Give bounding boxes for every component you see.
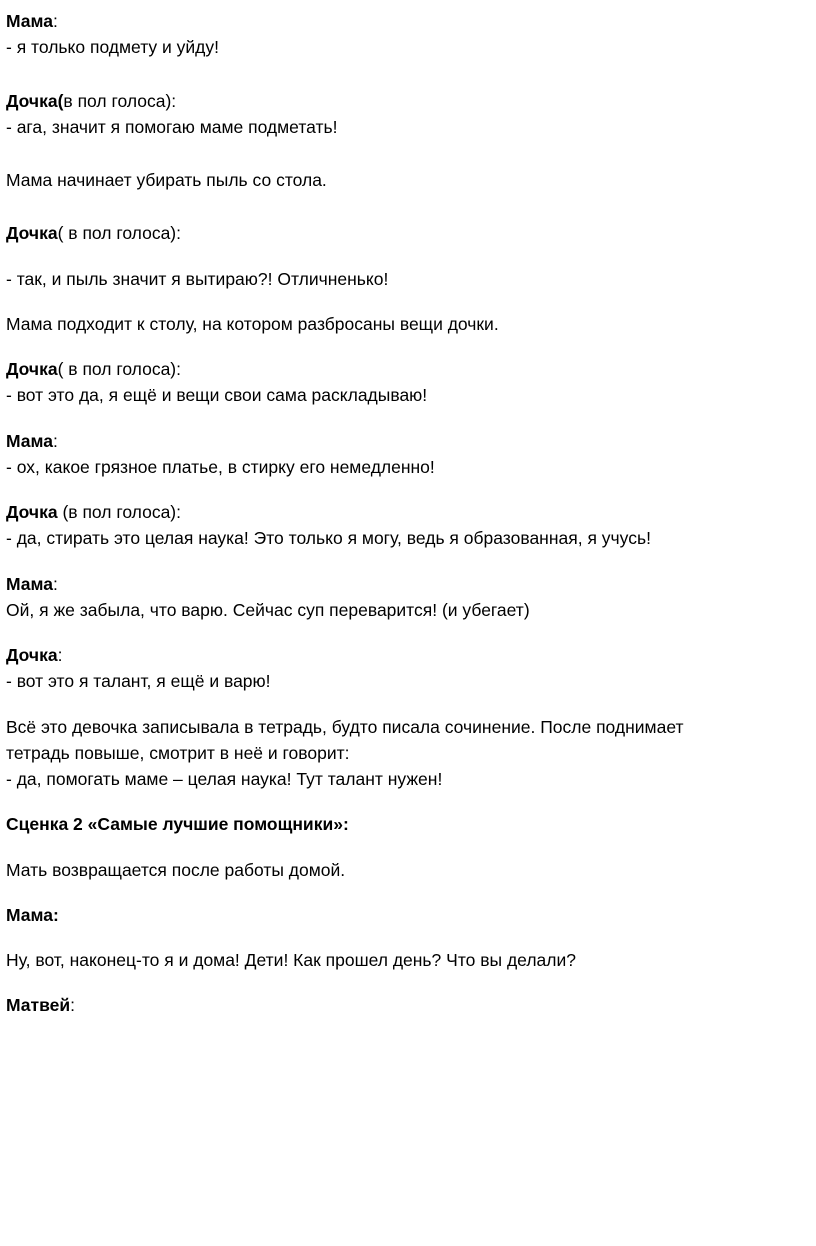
paragraph-gap xyxy=(6,337,738,356)
scene-title: Сценка 2 «Самые лучшие помощники»: xyxy=(6,814,349,835)
speaker-name: Дочка xyxy=(6,359,58,379)
speaker-name: Мама: xyxy=(6,904,59,925)
speaker-suffix: : xyxy=(52,11,58,31)
script-line xyxy=(6,428,738,454)
script-line xyxy=(6,499,738,525)
line-text: - так, и пыль значит я вытираю?! Отличненько! xyxy=(6,268,389,289)
script-line xyxy=(6,642,738,668)
line-text: - ох, какое грязное платье, в стирку его немедленно! xyxy=(6,456,435,477)
script-line xyxy=(6,311,738,337)
speaker-name: Матвей xyxy=(6,995,71,1016)
speaker-name: Дочка xyxy=(6,223,58,244)
script-line xyxy=(6,992,738,1018)
speaker-name: Дочка xyxy=(6,502,58,522)
paragraph-gap xyxy=(6,292,738,311)
script-line xyxy=(6,714,738,767)
speaker-suffix: : xyxy=(52,573,58,594)
script-line xyxy=(6,114,738,140)
speaker-suffix: : xyxy=(52,430,58,451)
paragraph-gap xyxy=(6,409,738,428)
line-text: - вот это я талант, я ещё и варю! xyxy=(6,671,271,692)
line-text: - да, стирать это целая наука! Это только я могу, ведь я образованная, я учусь! xyxy=(6,528,651,549)
speaker-name: Мама xyxy=(6,11,53,31)
line-text: - ага, значит я помогаю маме подметать! xyxy=(6,116,338,137)
paragraph-gap xyxy=(6,792,738,811)
paragraph-gap xyxy=(6,623,738,642)
script-line xyxy=(6,88,738,114)
script-line xyxy=(6,167,738,193)
paragraph-gap xyxy=(6,480,738,499)
script-line xyxy=(6,34,738,60)
paragraph-gap xyxy=(6,695,738,714)
paragraph-gap xyxy=(6,61,738,88)
script-line xyxy=(6,266,738,292)
script-line xyxy=(6,597,738,623)
line-text: Мама начинает убирать пыль со стола. xyxy=(6,170,327,190)
speaker-suffix: : xyxy=(57,645,63,665)
speaker-suffix: : xyxy=(70,995,75,1016)
script-line xyxy=(6,857,738,883)
paragraph-gap xyxy=(6,247,738,266)
script-line xyxy=(6,766,738,792)
paragraph-gap xyxy=(6,140,738,167)
script-line xyxy=(6,454,738,480)
script-line xyxy=(6,382,738,408)
line-text: - да, помогать маме – целая наука! Тут талант нужен! xyxy=(6,769,443,789)
paragraph-gap xyxy=(6,552,738,571)
line-text: - вот это да, я ещё и вещи свои сама раскладываю! xyxy=(6,385,428,406)
line-text: Ну, вот, наконец-то я и дома! Дети! Как прошел день? Что вы делали? xyxy=(6,950,576,970)
script-line xyxy=(6,947,738,973)
paragraph-gap xyxy=(6,883,738,902)
speaker-name: Дочка( xyxy=(6,90,64,111)
line-text: Всё это девочка записывала в тетрадь, будто писала сочинение. После поднимает тетрадь повыше, смотрит в неё и говорит: xyxy=(6,716,684,763)
speaker-suffix: ( в пол голоса): xyxy=(57,359,181,379)
scene-heading xyxy=(6,811,738,837)
line-text: Ой, я же забыла, что варю. Сейчас суп переварится! (и убегает) xyxy=(6,599,530,620)
speaker-name: Дочка xyxy=(6,645,58,665)
paragraph-gap xyxy=(6,973,738,992)
speaker-suffix: в пол голоса): xyxy=(63,90,177,111)
script-line xyxy=(6,8,738,34)
speaker-name: Мама xyxy=(6,430,53,451)
paragraph-gap xyxy=(6,838,738,857)
script-line xyxy=(6,356,738,382)
line-text: Мать возвращается после работы домой. xyxy=(6,859,346,880)
script-line xyxy=(6,571,738,597)
script-line xyxy=(6,668,738,694)
speaker-suffix: ( в пол голоса): xyxy=(57,223,181,244)
script-line xyxy=(6,220,738,246)
speaker-name: Мама xyxy=(6,573,53,594)
script-line xyxy=(6,902,738,928)
speaker-suffix: (в пол голоса): xyxy=(57,502,181,522)
line-text: Мама подходит к столу, на котором разбросаны вещи дочки. xyxy=(6,313,499,334)
paragraph-gap xyxy=(6,928,738,947)
script-line xyxy=(6,525,738,551)
paragraph-gap xyxy=(6,193,738,220)
line-text: - я только подмету и уйду! xyxy=(6,37,219,58)
